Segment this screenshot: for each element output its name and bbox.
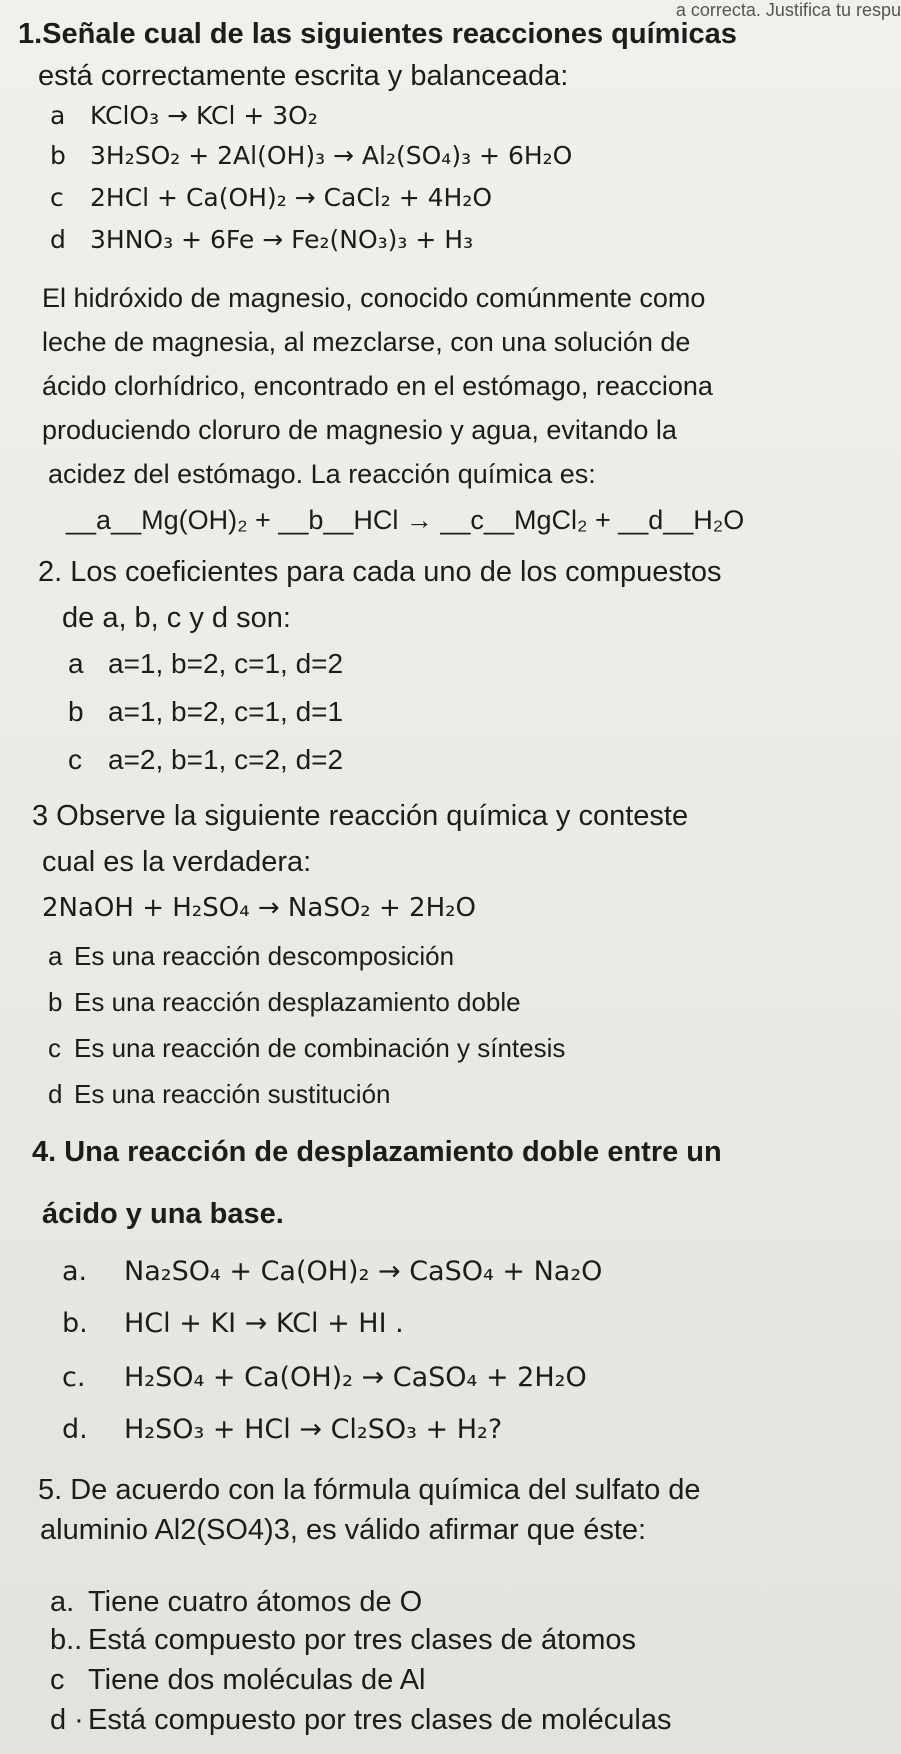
option-text: KClO₃ → KCl + 3O₂ (90, 101, 318, 130)
q3-title-line-2: cual es la verdadera: (42, 846, 312, 878)
option-letter: b (48, 987, 63, 1017)
option-letter: a. (50, 1586, 75, 1618)
q5-title-line-2: aluminio Al2(SO4)3, es válido afirmar que éste: (40, 1514, 647, 1546)
option-text: Na₂SO₄ + Ca(OH)₂ → CaSO₄ + Na₂O (124, 1256, 603, 1287)
option-letter: c (68, 744, 82, 775)
q3-title-line-1: 3 Observe la siguiente reacción química y conteste (32, 800, 689, 832)
option-text: Está compuesto por tres clases de moléculas (88, 1704, 672, 1736)
option-letter: d. (62, 1414, 88, 1445)
q2-option-b (68, 696, 343, 728)
q1-option-c (50, 182, 492, 214)
option-letter: b.. (50, 1624, 83, 1656)
option-text: Tiene dos moléculas de Al (88, 1664, 426, 1696)
option-text: a=1, b=2, c=1, d=1 (108, 696, 344, 727)
paragraph-line-2: leche de magnesia, al mezclarse, con una solución de (42, 327, 691, 357)
q5-option-b (50, 1624, 636, 1656)
option-text: Es una reacción descomposición (74, 941, 455, 971)
option-text: HCl + KI → KCl + HI . (124, 1308, 404, 1339)
option-text: 2HCl + Ca(OH)₂ → CaCl₂ + 4H₂O (90, 183, 493, 212)
q4-option-d (62, 1414, 502, 1446)
q2-title-line-1: 2. Los coeficientes para cada uno de los compuestos (38, 556, 722, 588)
option-letter: d (48, 1079, 63, 1109)
option-text: 3HNO₃ + 6Fe → Fe₂(NO₃)₃ + H₃ (90, 225, 474, 254)
paragraph-line-1: El hidróxido de magnesio, conocido comúnmente como (42, 283, 706, 313)
q4-option-a (62, 1256, 602, 1288)
cut-off-header-text: a correcta. Justifica tu respu (675, 0, 901, 20)
option-letter: b. (62, 1308, 88, 1339)
option-letter: a (48, 941, 63, 971)
q5-option-c (50, 1664, 425, 1696)
option-letter: c (50, 1664, 65, 1696)
option-letter: b (50, 141, 66, 170)
paragraph-equation: __a__Mg(OH)₂ + __b__HCl → __c__MgCl₂ + __d__H₂O (66, 505, 745, 535)
option-letter: a. (62, 1256, 88, 1287)
q2-option-a (68, 648, 343, 680)
q1-option-b (50, 140, 572, 172)
option-letter: a (50, 101, 66, 130)
option-text: Está compuesto por tres clases de átomos (88, 1624, 637, 1656)
option-text: Tiene cuatro átomos de O (88, 1586, 423, 1618)
option-text: a=1, b=2, c=1, d=2 (108, 648, 344, 679)
q2-option-c (68, 744, 343, 776)
option-letter: b (68, 696, 84, 727)
q3-option-d (48, 1078, 391, 1110)
q4-option-c (62, 1362, 587, 1394)
q4-title-line-2: ácido y una base. (42, 1198, 284, 1230)
option-text: H₂SO₃ + HCl → Cl₂SO₃ + H₂? (124, 1414, 503, 1445)
q4-title-line-1: 4. Una reacción de desplazamiento doble entre un (32, 1136, 722, 1168)
q3-option-c (48, 1032, 565, 1064)
q1-title-line-1: 1.Señale cual de las siguientes reacciones químicas (18, 18, 737, 50)
option-text: a=2, b=1, c=2, d=2 (108, 744, 344, 775)
paragraph-line-5: acidez del estómago. La reacción química es: (48, 459, 596, 489)
q5-option-d (50, 1704, 672, 1736)
option-text: H₂SO₄ + Ca(OH)₂ → CaSO₄ + 2H₂O (124, 1362, 587, 1393)
q3-equation: 2NaOH + H₂SO₄ → NaSO₂ + 2H₂O (42, 893, 477, 923)
option-text: Es una reacción de combinación y síntesis (74, 1033, 566, 1063)
q1-title-line-2: está correctamente escrita y balanceada: (38, 60, 569, 92)
q5-title-line-1: 5. De acuerdo con la fórmula química del sulfato de (38, 1474, 701, 1506)
q1-option-a (50, 100, 318, 132)
q3-option-a (48, 940, 454, 972)
option-text: 3H₂SO₂ + 2Al(OH)₃ → Al₂(SO₄)₃ + 6H₂O (90, 141, 573, 170)
paragraph-line-4: produciendo cloruro de magnesio y agua, evitando la (42, 415, 677, 445)
option-letter: c (50, 183, 64, 212)
option-letter: c. (62, 1362, 86, 1393)
q4-option-b (62, 1308, 404, 1340)
option-text: Es una reacción desplazamiento doble (74, 987, 521, 1017)
option-letter: a (68, 648, 84, 679)
option-letter: d (50, 225, 66, 254)
q5-option-a (50, 1586, 422, 1618)
q3-option-b (48, 986, 521, 1018)
paragraph-line-3: ácido clorhídrico, encontrado en el estómago, reacciona (42, 371, 713, 401)
q1-option-d (50, 224, 473, 256)
q2-title-line-2: de a, b, c y d son: (62, 602, 291, 634)
option-text: Es una reacción sustitución (74, 1079, 391, 1109)
option-letter: d · (50, 1704, 84, 1736)
option-letter: c (48, 1033, 61, 1063)
